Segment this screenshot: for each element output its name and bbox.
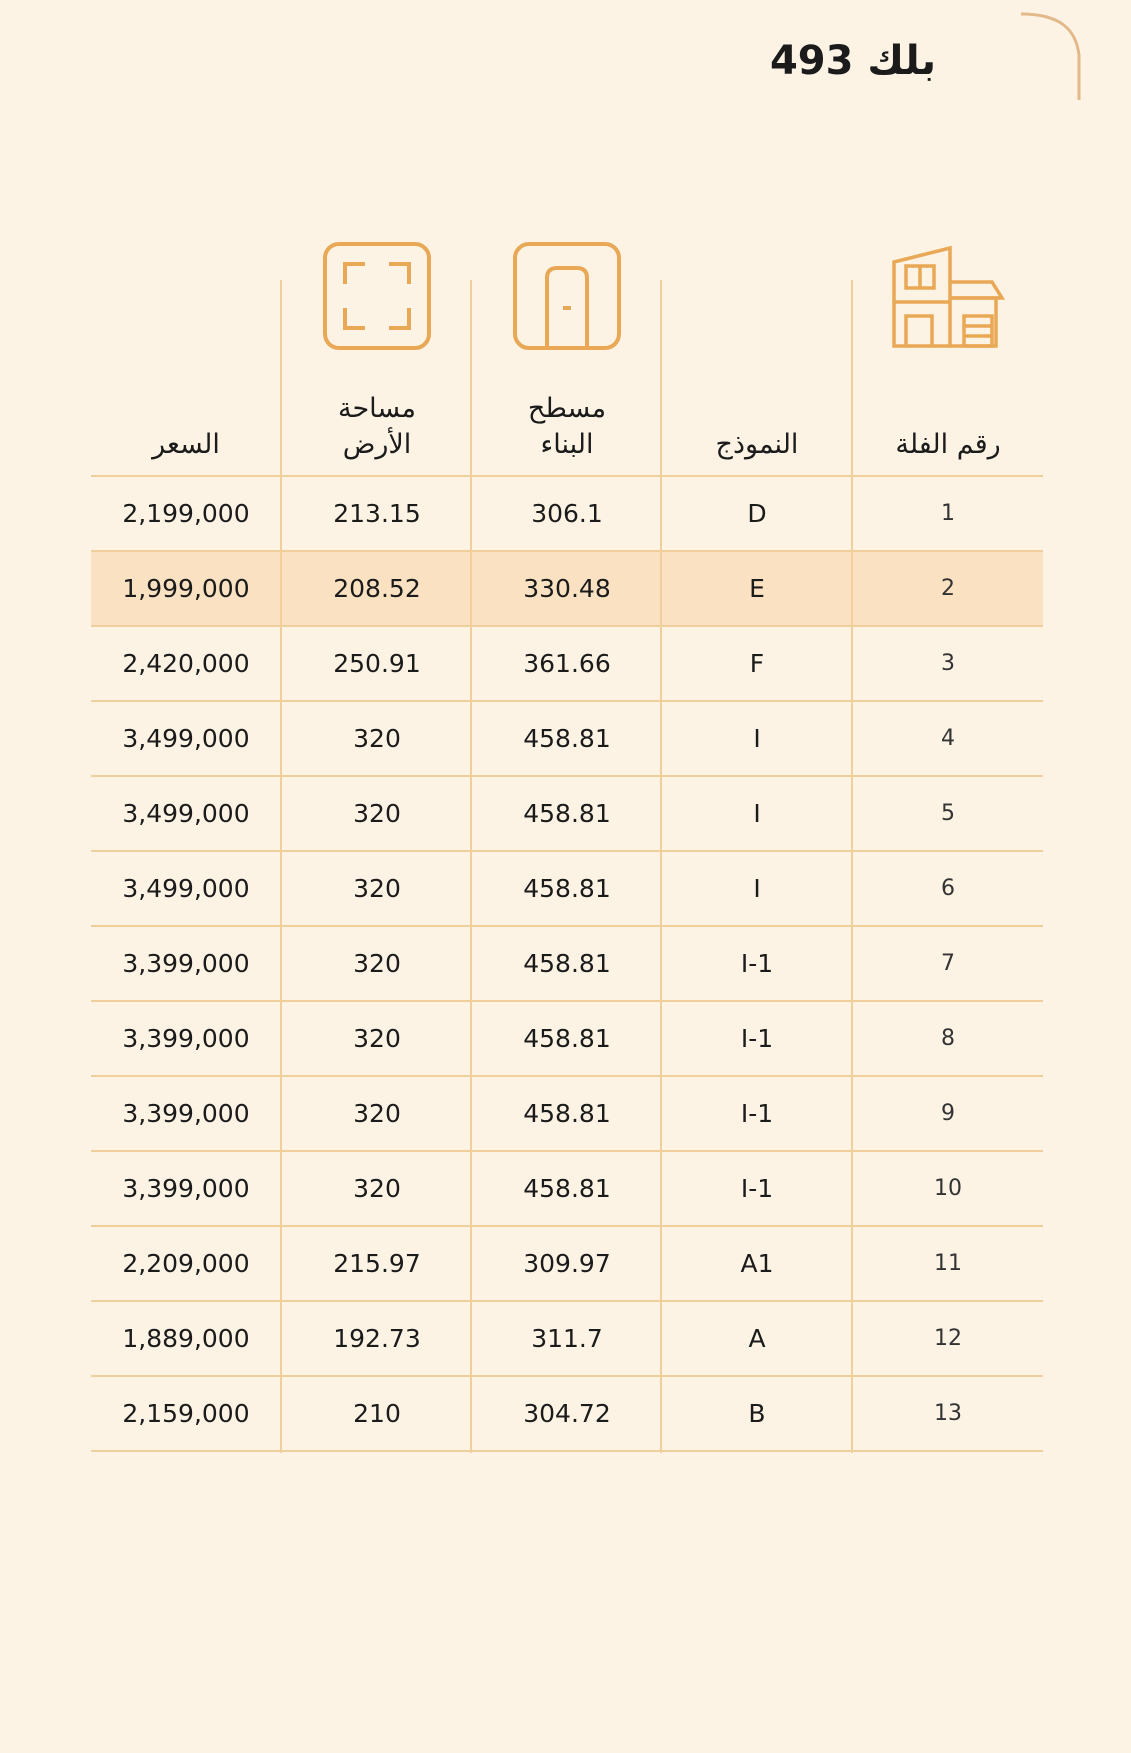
cell-villa-number: 5 [941, 801, 955, 826]
cell-model: I-1 [740, 1099, 774, 1128]
table-row [91, 1002, 1043, 1077]
column-divider [280, 280, 282, 1453]
column-divider [660, 280, 662, 1453]
cell-build-area: 361.66 [523, 649, 611, 678]
cell-build-area: 458.81 [523, 874, 611, 903]
cell-price: 2,420,000 [122, 649, 250, 678]
cell-model: I-1 [740, 1024, 774, 1053]
cell-build-area: 311.7 [531, 1324, 603, 1353]
cell-land-area: 208.52 [333, 574, 421, 603]
corner-accent-icon [1021, 10, 1091, 110]
cell-land-area: 213.15 [333, 499, 421, 528]
table-row [91, 1152, 1043, 1227]
icon-row [91, 240, 1043, 365]
header-build-area-line2: البناء [540, 429, 594, 460]
cell-price: 3,499,000 [122, 799, 250, 828]
table-row [91, 552, 1043, 627]
cell-land-area: 210 [353, 1399, 401, 1428]
table-row [91, 1302, 1043, 1377]
house-icon [853, 240, 1043, 365]
cell-price: 1,889,000 [122, 1324, 250, 1353]
cell-villa-number: 6 [941, 876, 955, 901]
header-land-area-line1: مساحة [338, 393, 416, 424]
door-icon [472, 240, 662, 365]
cell-villa-number: 8 [941, 1026, 955, 1051]
villa-price-table [91, 240, 1043, 1452]
cell-build-area: 458.81 [523, 1174, 611, 1203]
cell-price: 3,399,000 [122, 1174, 250, 1203]
cell-land-area: 320 [353, 1099, 401, 1128]
cell-build-area: 306.1 [531, 499, 603, 528]
cell-villa-number: 9 [941, 1101, 955, 1126]
header-model: النموذج [715, 429, 799, 460]
cell-villa-number: 12 [934, 1326, 962, 1351]
cell-villa-number: 13 [934, 1401, 962, 1426]
table-row [91, 477, 1043, 552]
cell-price: 2,199,000 [122, 499, 250, 528]
table-row [91, 627, 1043, 702]
cell-build-area: 458.81 [523, 1099, 611, 1128]
header-build-area [472, 391, 662, 463]
cell-land-area: 320 [353, 799, 401, 828]
cell-land-area: 215.97 [333, 1249, 421, 1278]
cell-land-area: 320 [353, 874, 401, 903]
cell-model: I [753, 799, 761, 828]
cell-villa-number: 2 [941, 576, 955, 601]
cell-model: I [753, 724, 761, 753]
table-row [91, 1377, 1043, 1452]
cell-villa-number: 3 [941, 651, 955, 676]
table-row [91, 927, 1043, 1002]
column-divider [470, 280, 472, 1453]
cell-model: A [748, 1324, 766, 1353]
cell-villa-number: 4 [941, 726, 955, 751]
cell-price: 1,999,000 [122, 574, 250, 603]
header-land-area-line2: الأرض [342, 429, 412, 460]
cell-model: B [748, 1399, 766, 1428]
column-divider [851, 280, 853, 1453]
cell-price: 3,399,000 [122, 949, 250, 978]
block-title: بلك 493 [769, 38, 936, 84]
table-body [91, 477, 1043, 1452]
cell-model: I-1 [740, 1174, 774, 1203]
cell-build-area: 309.97 [523, 1249, 611, 1278]
cell-build-area: 458.81 [523, 1024, 611, 1053]
header-build-area-line1: مسطح [527, 393, 607, 424]
cell-land-area: 320 [353, 1174, 401, 1203]
cell-land-area: 192.73 [333, 1324, 421, 1353]
cell-model: A1 [740, 1249, 774, 1278]
cell-land-area: 320 [353, 1024, 401, 1053]
table-row [91, 702, 1043, 777]
area-frame-icon [282, 240, 472, 365]
table-row [91, 852, 1043, 927]
cell-price: 3,399,000 [122, 1099, 250, 1128]
header-land-area [282, 391, 472, 463]
cell-build-area: 458.81 [523, 724, 611, 753]
cell-land-area: 320 [353, 724, 401, 753]
cell-model: D [747, 499, 767, 528]
cell-villa-number: 11 [934, 1251, 962, 1276]
cell-price: 2,209,000 [122, 1249, 250, 1278]
cell-model: E [749, 574, 765, 603]
table-row [91, 1227, 1043, 1302]
cell-model: I-1 [740, 949, 774, 978]
header-villa-number: رقم الفلة [895, 429, 1001, 460]
table-row [91, 777, 1043, 852]
cell-villa-number: 1 [941, 501, 955, 526]
cell-build-area: 304.72 [523, 1399, 611, 1428]
cell-price: 3,499,000 [122, 724, 250, 753]
cell-land-area: 250.91 [333, 649, 421, 678]
cell-land-area: 320 [353, 949, 401, 978]
cell-villa-number: 7 [941, 951, 955, 976]
cell-price: 3,399,000 [122, 1024, 250, 1053]
cell-model: F [749, 649, 765, 678]
cell-build-area: 330.48 [523, 574, 611, 603]
table-row [91, 1077, 1043, 1152]
cell-model: I [753, 874, 761, 903]
cell-price: 3,499,000 [122, 874, 250, 903]
header-row [91, 365, 1043, 477]
header-price: السعر [152, 429, 220, 460]
cell-build-area: 458.81 [523, 799, 611, 828]
cell-build-area: 458.81 [523, 949, 611, 978]
cell-villa-number: 10 [934, 1176, 962, 1201]
cell-price: 2,159,000 [122, 1399, 250, 1428]
